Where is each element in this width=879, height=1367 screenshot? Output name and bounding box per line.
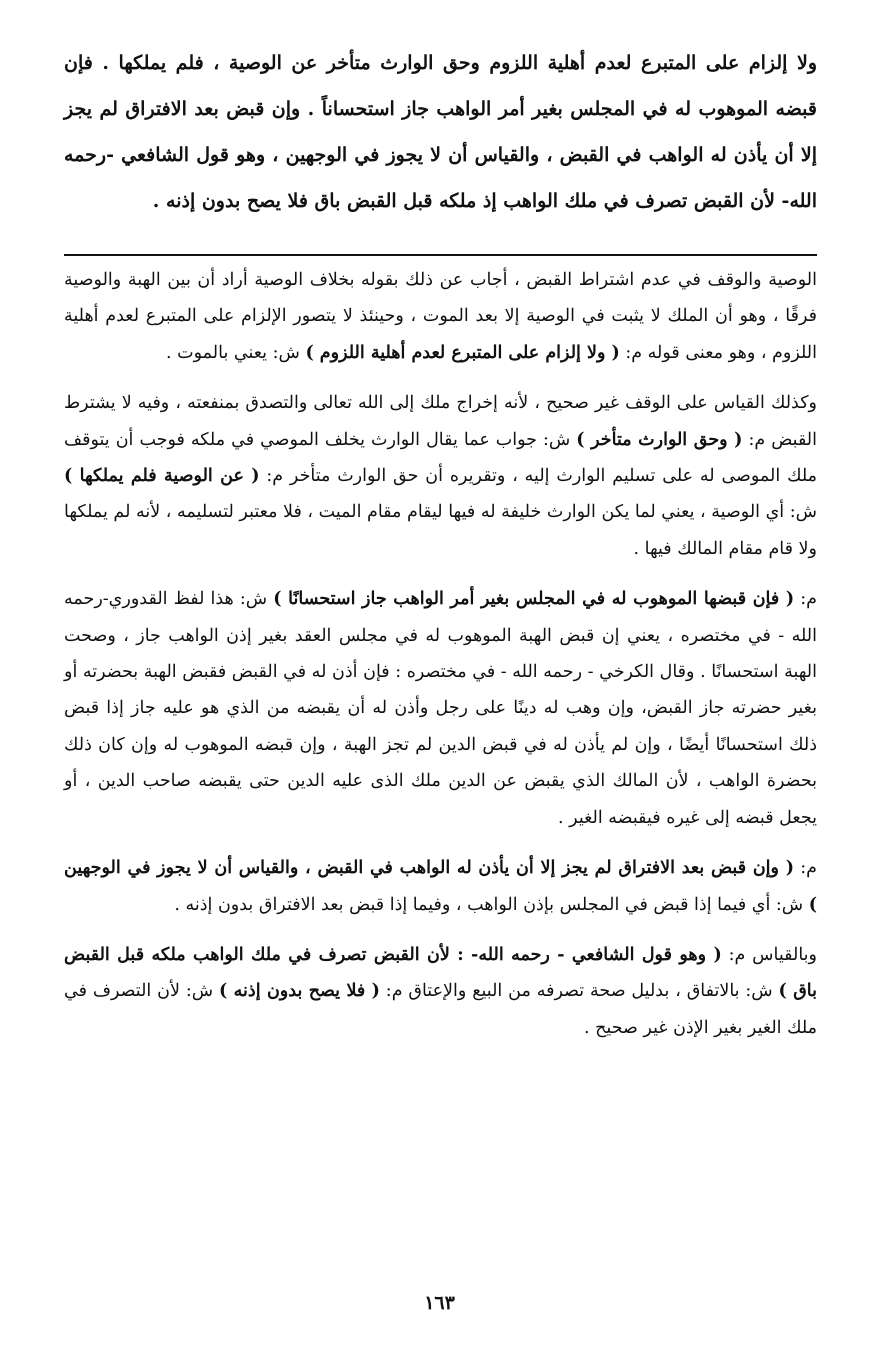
commentary-text: وبالقياس م: [721,944,817,965]
commentary-section [64,262,817,1060]
quoted-matn-bold: ( وهو قول الشافعي - رحمه الله- : لأن القبض تصرف في ملك الواهب ملكه قبل القبض باق ) [64,944,817,1002]
commentary-text: م: [794,589,817,610]
quoted-matn-bold: ( ولا إلزام على المتبرع لعدم أهلية اللزوم ) [305,342,620,363]
commentary-text: ش: بالاتفاق ، بدليل صحة تصرفه من البيع والإعتاق م: [379,981,779,1002]
quoted-matn-bold: ( وإن قبض بعد الافتراق لم يجز إلا أن يأذن له الواهب في القبض ، والقياس أن لا يجوز في الوجهين ) [64,858,817,915]
commentary-text: الوصية والوقف في عدم اشتراط القبض ، أجاب عن ذلك بقوله بخلاف الوصية أراد أن بين الهبة والوصية فرقًا ، وهو أن الملك لا يثبت في الوصية إلا بعد الموت ، وحينئذ لا يتصور الإلزام على المتبرع لعدم أهلية اللزوم ، وهو معنى قوله م: [64,270,817,363]
commentary-text: ش: يعني بالموت . [166,342,306,363]
commentary-paragraph [64,850,817,923]
quoted-matn-bold: ( عن الوصية فلم يملكها ) [64,466,260,487]
quoted-matn-bold: ( فإن قبضها الموهوب له في المجلس بغير أمر الواهب جاز استحسانًا ) [273,589,795,610]
commentary-paragraph [64,581,817,836]
separator-rule [64,254,817,256]
commentary-paragraph [64,385,817,567]
commentary-text: م: [794,858,817,879]
page-number: ١٦٣ [424,1292,455,1314]
quoted-matn-bold: ( فلا يصح بدون إذنه ) [218,981,380,1002]
quoted-matn-bold: ( وحق الوارث متأخر ) [576,429,743,450]
commentary-text: ش: لأن التصرف في ملك الغير بغير الإذن غير صحيح . [64,981,817,1038]
main-matn-text: ولا إلزام على المتبرع لعدم أهلية اللزوم وحق الوارث متأخر عن الوصية ، فلم يملكها . فإن قبضه الموهوب له في المجلس بغير أمر الواهب جاز استحساناً . وإن قبض بعد الافتراق لم يجز إلا أن يأذن له الواهب في القبض ، والقياس أن لا يجوز في الوجهين ، وهو قول الشافعي -رحمه الله- لأن القبض تصرف في ملك الواهب إذ ملكه قبل القبض باق فلا يصح بدون إذنه . [64,52,817,212]
commentary-text: ش: هذا لفظ القدوري-رحمه الله - في مختصره ، يعني إن قبض الهبة الموهوب له في مجلس العقد بغير إذن الواهب جاز ، وصحت الهبة استحسانًا . وقال الكرخي - رحمه الله - في مختصره : فإن أذن له في القبض فقبض الهبة بحضرته أو بغير حضرته جاز القبض، وإن وهب له دينًا على رجل وأذن له أن يقبضه من الذي هو عليه جاز إذا قبض ذلك استحسانًا أيضًا ، وإن لم يأذن له في قبض الدين لم تجز الهبة ، وإن قبضه الموهوب له وإن كان ذلك بحضرة الواهب ، لأن المالك الذي يقبض عن الدين ملك الذى عليه الدين حتى يقبضه صاحب الدين ، أو يجعل قبضه إلى غيره فيقبضه الغير . [64,589,817,828]
commentary-text: وكذلك القياس على الوقف غير صحيح ، لأنه إخراج ملك إلى الله تعالى والتصدق بمنفعته ، وفيه لا يشترط القبض م: [64,393,817,450]
commentary-paragraph [64,262,817,371]
commentary-text: ش: أي الوصية ، يعني لما يكن الوارث خليفة له فيها ليقام مقام الميت ، فلا معتبر لتسليمه ، لأنه لم يملكها ولا قام مقام المالك فيها . [64,502,817,559]
commentary-text: ش: أي فيما إذا قبض في المجلس بإذن الواهب ، وفيما إذا قبض بعد الافتراق بدون إذنه . [174,894,809,915]
commentary-paragraph [64,937,817,1046]
commentary-text: ش: جواب عما يقال الوارث يخلف الموصي في ملكه فوجب أن يتوقف ملك الموصى له على تسليم الوارث إليه ، وتقريره أن حق الوارث متأخر م: [64,429,817,487]
